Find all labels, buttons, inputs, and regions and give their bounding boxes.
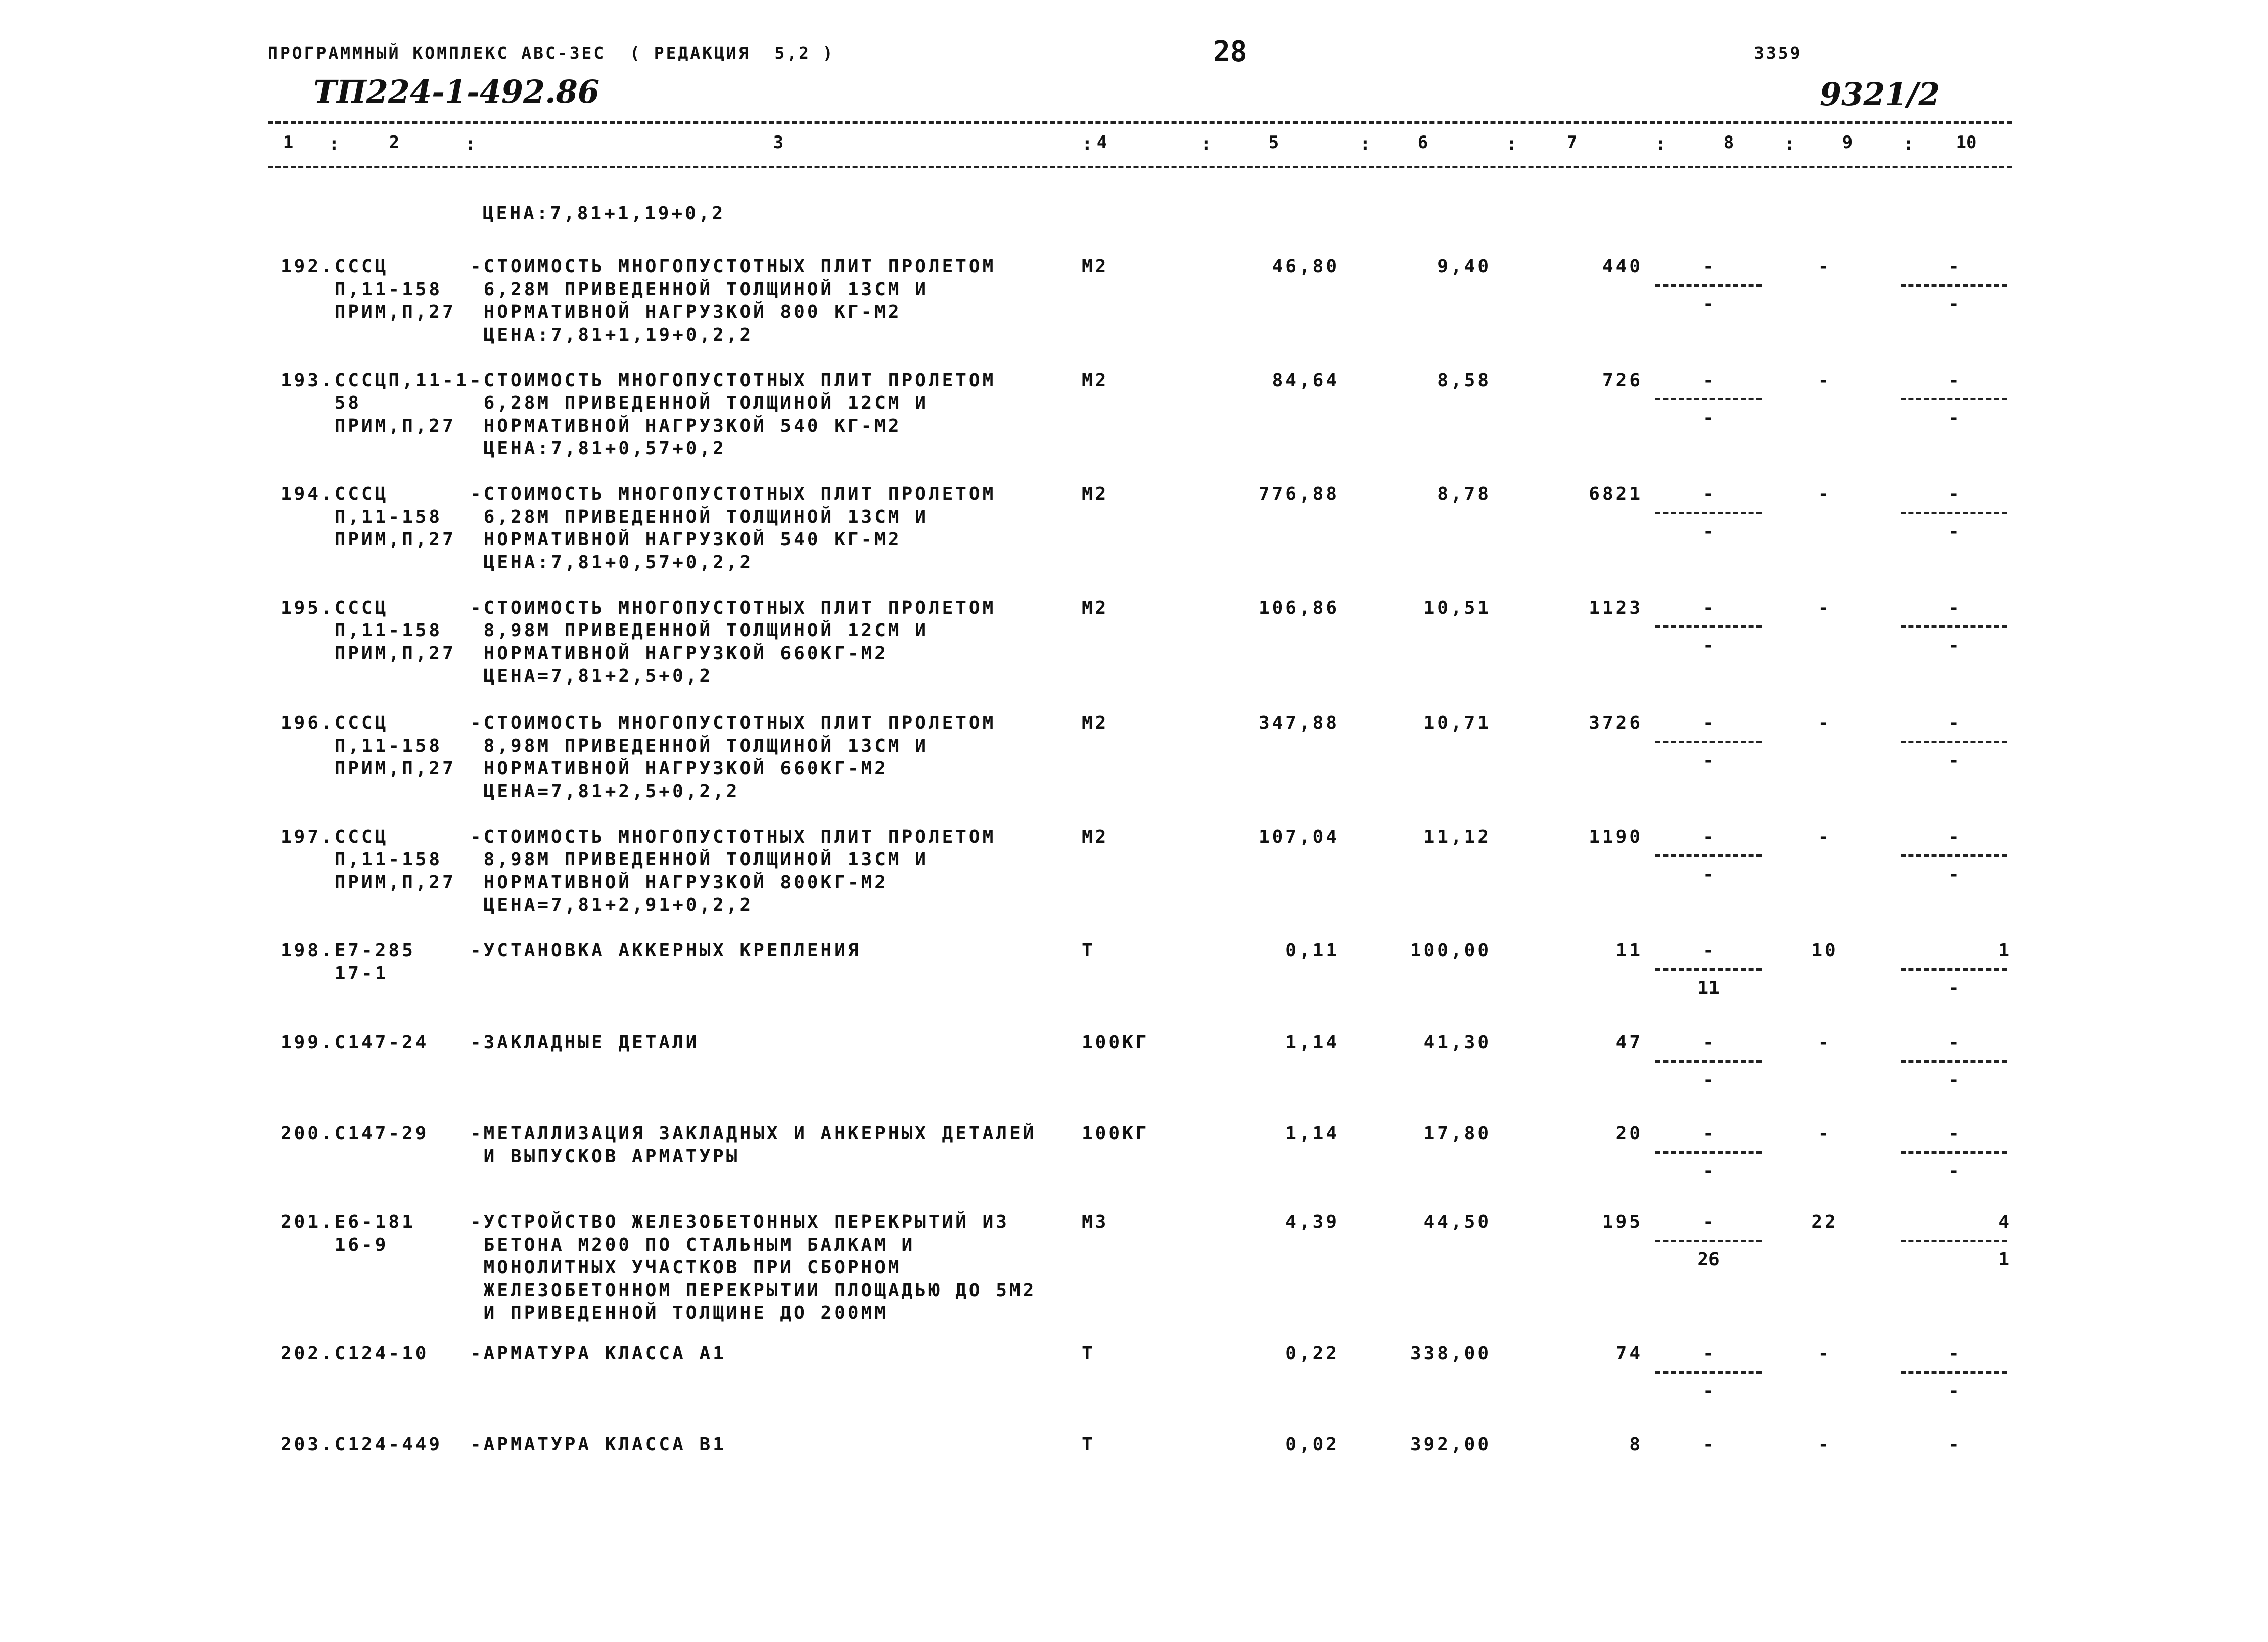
fraction-line <box>1655 968 1762 971</box>
row-total: 3726 <box>1589 713 1643 734</box>
column-10-bottom: 1 <box>1998 1249 2009 1270</box>
fraction-line <box>1901 1060 2007 1063</box>
price-line-top: ЦЕНА:7,81+1,19+0,2 <box>483 203 726 224</box>
fraction-line <box>1655 512 1762 514</box>
row-code: 194.СССЦ П,11-158 ПРИМ,П,27 <box>281 484 456 550</box>
column-number-4: 4 <box>1096 132 1107 153</box>
column-separator: : <box>1903 133 1917 154</box>
fraction-line <box>1655 1371 1762 1374</box>
fraction-line <box>1901 1371 2007 1374</box>
column-10-bottom: - <box>1948 864 1959 885</box>
column-number-9: 9 <box>1842 132 1853 153</box>
row-unit: 100КГ <box>1082 1032 1149 1053</box>
column-separator: : <box>1360 133 1373 154</box>
row-code: 203.С124-449 <box>281 1434 443 1455</box>
column-10-fraction <box>1898 1031 2009 1091</box>
row-description: -СТОИМОСТЬ МНОГОПУСТОТНЫХ ПЛИТ ПРОЛЕТОМ 6,28М ПРИВЕДЕННОЙ ТОЛЩИНОЙ 13СМ И НОРМАТИВНОЙ НАГРУЗКОЙ 540 КГ-М2 ЦЕНА:7,81+0,57+0,2,2 <box>470 484 996 573</box>
column-10-bottom: - <box>1948 294 1959 314</box>
document-suffix: 9321/2 <box>1820 76 1940 113</box>
column-10-top: - <box>1948 1434 1959 1455</box>
column-8-top: - <box>1703 598 1714 618</box>
column-9-value: - <box>1818 598 1832 618</box>
row-quantity: 347,88 <box>1258 713 1339 734</box>
row-quantity: 0,11 <box>1285 940 1339 961</box>
sheet-code: 3359 <box>1754 43 1802 63</box>
column-8-top: - <box>1703 1123 1714 1144</box>
row-unit-price: 11,12 <box>1423 827 1491 847</box>
row-total: 195 <box>1602 1212 1643 1233</box>
column-9-value: - <box>1818 1032 1832 1053</box>
fraction-line <box>1655 854 1762 857</box>
column-10-fraction <box>1898 1342 2009 1402</box>
row-description: -МЕТАЛЛИЗАЦИЯ ЗАКЛАДНЫХ И АНКЕРНЫХ ДЕТАЛЕЙ И ВЫПУСКОВ АРМАТУРЫ <box>470 1123 1037 1167</box>
header-bottom-rule <box>268 166 2012 168</box>
row-total: 20 <box>1615 1123 1643 1144</box>
fraction-line <box>1901 1240 2007 1242</box>
column-8-bottom: - <box>1703 1381 1714 1401</box>
column-10-bottom: - <box>1948 750 1959 771</box>
column-8-fraction <box>1653 1342 1764 1402</box>
row-description: -АРМАТУРА КЛАССА В1 <box>470 1434 726 1455</box>
column-10-bottom: - <box>1948 521 1959 542</box>
column-10-fraction <box>1898 712 2009 772</box>
row-unit-price: 338,00 <box>1410 1343 1491 1364</box>
column-10-fraction <box>1898 826 2009 886</box>
row-quantity: 106,86 <box>1258 598 1339 618</box>
column-8-bottom: - <box>1703 635 1714 656</box>
fraction-line <box>1655 284 1762 287</box>
column-8-fraction <box>1653 1031 1764 1091</box>
column-8-fraction <box>1653 597 1764 657</box>
row-total: 74 <box>1615 1343 1643 1364</box>
column-10-bottom: - <box>1948 635 1959 656</box>
column-10-bottom: - <box>1948 1381 1959 1401</box>
column-8-fraction <box>1653 939 1764 999</box>
row-unit-price: 392,00 <box>1410 1434 1491 1455</box>
row-total: 1190 <box>1589 827 1643 847</box>
fraction-line <box>1655 1151 1762 1154</box>
column-separator: : <box>329 133 342 154</box>
fraction-line <box>1901 284 2007 287</box>
row-code: 198.Е7-285 17-1 <box>281 940 415 984</box>
column-number-2: 2 <box>389 132 400 153</box>
row-total: 8 <box>1629 1434 1643 1455</box>
row-unit: Т <box>1082 1343 1095 1364</box>
column-separator: : <box>1655 133 1669 154</box>
row-unit: Т <box>1082 940 1095 961</box>
column-10-top: - <box>1948 827 1959 847</box>
fraction-line <box>1655 741 1762 743</box>
column-8-bottom: 11 <box>1697 978 1720 998</box>
row-unit-price: 9,40 <box>1437 256 1491 277</box>
fraction-line <box>1655 625 1762 628</box>
column-number-8: 8 <box>1723 132 1734 153</box>
row-quantity: 107,04 <box>1258 827 1339 847</box>
column-10-fraction <box>1898 597 2009 657</box>
row-quantity: 84,64 <box>1272 370 1339 391</box>
column-number-1: 1 <box>283 132 294 153</box>
row-unit: М2 <box>1082 484 1109 505</box>
column-8-fraction <box>1653 826 1764 886</box>
row-unit-price: 10,51 <box>1423 598 1491 618</box>
row-code: 193.СССЦП,11-1- 58 ПРИМ,П,27 <box>281 370 483 436</box>
column-10-top: - <box>1948 256 1959 277</box>
column-9-value: - <box>1818 370 1832 391</box>
column-separator: : <box>1200 133 1214 154</box>
column-number-3: 3 <box>773 132 784 153</box>
row-unit-price: 100,00 <box>1410 940 1491 961</box>
column-number-6: 6 <box>1417 132 1428 153</box>
column-10-fraction <box>1898 939 2009 999</box>
row-unit: М2 <box>1082 598 1109 618</box>
column-9-value: 10 <box>1811 940 1838 961</box>
row-unit: М2 <box>1082 370 1109 391</box>
column-9-value: - <box>1818 484 1832 505</box>
row-quantity: 1,14 <box>1285 1032 1339 1053</box>
row-code: 192.СССЦ П,11-158 ПРИМ,П,27 <box>281 256 456 323</box>
column-8-bottom: - <box>1703 864 1714 885</box>
column-10-fraction <box>1898 255 2009 315</box>
column-8-bottom: 26 <box>1697 1249 1720 1270</box>
column-10-fraction <box>1898 1433 2009 1456</box>
row-code: 202.С124-10 <box>281 1343 429 1364</box>
row-description: -АРМАТУРА КЛАССА А1 <box>470 1343 726 1364</box>
row-unit-price: 44,50 <box>1423 1212 1491 1233</box>
row-unit-price: 17,80 <box>1423 1123 1491 1144</box>
fraction-line <box>1901 854 2007 857</box>
row-unit-price: 10,71 <box>1423 713 1491 734</box>
column-8-fraction <box>1653 255 1764 315</box>
row-quantity: 1,14 <box>1285 1123 1339 1144</box>
fraction-line <box>1901 741 2007 743</box>
row-unit: М2 <box>1082 827 1109 847</box>
row-code: 196.СССЦ П,11-158 ПРИМ,П,27 <box>281 713 456 779</box>
column-number-7: 7 <box>1566 132 1578 153</box>
row-total: 47 <box>1615 1032 1643 1053</box>
column-8-top: - <box>1703 827 1714 847</box>
fraction-line <box>1655 1240 1762 1242</box>
column-10-top: 1 <box>1998 940 2009 961</box>
column-10-fraction <box>1898 1122 2009 1182</box>
column-8-bottom: - <box>1703 521 1714 542</box>
column-10-top: - <box>1948 713 1959 734</box>
column-10-bottom: - <box>1948 978 1959 998</box>
column-10-top: - <box>1948 370 1959 391</box>
column-10-bottom: - <box>1948 407 1959 428</box>
column-separator: : <box>465 133 479 154</box>
row-unit-price: 8,58 <box>1437 370 1491 391</box>
row-quantity: 46,80 <box>1272 256 1339 277</box>
row-unit-price: 8,78 <box>1437 484 1491 505</box>
row-code: 199.С147-24 <box>281 1032 429 1053</box>
row-description: -УСТРОЙСТВО ЖЕЛЕЗОБЕТОННЫХ ПЕРЕКРЫТИЙ ИЗ БЕТОНА М200 ПО СТАЛЬНЫМ БАЛКАМ И МОНОЛИТНЫХ УЧАСТКОВ ПРИ СБОРНОМ ЖЕЛЕЗОБЕТОННОМ ПЕРЕКРЫТИИ ПЛОЩАДЬЮ ДО 5М2 И ПРИВЕДЕННОЙ ТОЛЩИНЕ ДО 200ММ <box>470 1212 1037 1324</box>
column-9-value: - <box>1818 1123 1832 1144</box>
column-10-top: - <box>1948 484 1959 505</box>
column-separator: : <box>1784 133 1798 154</box>
row-description: -ЗАКЛАДНЫЕ ДЕТАЛИ <box>470 1032 700 1053</box>
row-quantity: 4,39 <box>1285 1212 1339 1233</box>
column-9-value: - <box>1818 827 1832 847</box>
row-description: -СТОИМОСТЬ МНОГОПУСТОТНЫХ ПЛИТ ПРОЛЕТОМ 8,98М ПРИВЕДЕННОЙ ТОЛЩИНОЙ 13СМ И НОРМАТИВНОЙ НАГРУЗКОЙ 660КГ-М2 ЦЕНА=7,81+2,5+0,2,2 <box>470 713 996 802</box>
column-separator: : <box>1506 133 1520 154</box>
row-code: 200.С147-29 <box>281 1123 429 1144</box>
column-8-fraction <box>1653 1211 1764 1271</box>
row-total: 440 <box>1602 256 1643 277</box>
column-10-top: - <box>1948 598 1959 618</box>
row-description: -СТОИМОСТЬ МНОГОПУСТОТНЫХ ПЛИТ ПРОЛЕТОМ 6,28М ПРИВЕДЕННОЙ ТОЛЩИНОЙ 12СМ И НОРМАТИВНОЙ НАГРУЗКОЙ 540 КГ-М2 ЦЕНА:7,81+0,57+0,2 <box>470 370 996 459</box>
column-9-value: - <box>1818 256 1832 277</box>
column-10-top: - <box>1948 1123 1959 1144</box>
column-8-top: - <box>1703 940 1714 961</box>
column-9-value: - <box>1818 1434 1832 1455</box>
column-8-top: - <box>1703 1032 1714 1053</box>
row-description: -СТОИМОСТЬ МНОГОПУСТОТНЫХ ПЛИТ ПРОЛЕТОМ 8,98М ПРИВЕДЕННОЙ ТОЛЩИНОЙ 12СМ И НОРМАТИВНОЙ НАГРУЗКОЙ 660КГ-М2 ЦЕНА=7,81+2,5+0,2 <box>470 598 996 687</box>
row-quantity: 0,02 <box>1285 1434 1339 1455</box>
column-10-bottom: - <box>1948 1161 1959 1181</box>
column-8-fraction <box>1653 483 1764 543</box>
row-description: -УСТАНОВКА АККЕРНЫХ КРЕПЛЕНИЯ <box>470 940 861 961</box>
column-8-fraction <box>1653 1433 1764 1456</box>
column-9-value: 22 <box>1811 1212 1838 1233</box>
column-8-bottom: - <box>1703 407 1714 428</box>
column-8-top: - <box>1703 1343 1714 1364</box>
column-8-bottom: - <box>1703 1070 1714 1090</box>
column-8-top: - <box>1703 713 1714 734</box>
fraction-line <box>1901 968 2007 971</box>
column-8-bottom: - <box>1703 750 1714 771</box>
column-10-top: - <box>1948 1032 1959 1053</box>
fraction-line <box>1901 625 2007 628</box>
document-code: ТП224-1-492.86 <box>313 73 600 110</box>
fraction-line <box>1655 1060 1762 1063</box>
column-10-top: - <box>1948 1343 1959 1364</box>
column-9-value: - <box>1818 1343 1832 1364</box>
column-9-value: - <box>1818 713 1832 734</box>
row-unit: М2 <box>1082 256 1109 277</box>
fraction-line <box>1901 1151 2007 1154</box>
column-8-top: - <box>1703 256 1714 277</box>
row-total: 1123 <box>1589 598 1643 618</box>
row-unit: 100КГ <box>1082 1123 1149 1144</box>
row-unit: М3 <box>1082 1212 1109 1233</box>
row-total: 11 <box>1615 940 1643 961</box>
column-10-top: 4 <box>1998 1212 2009 1233</box>
row-total: 6821 <box>1589 484 1643 505</box>
row-code: 195.СССЦ П,11-158 ПРИМ,П,27 <box>281 598 456 664</box>
top-rule <box>268 121 2012 124</box>
fraction-line <box>1655 398 1762 400</box>
column-separator: : <box>1082 133 1095 154</box>
column-8-top: - <box>1703 1212 1714 1233</box>
row-unit: М2 <box>1082 713 1109 734</box>
column-8-fraction <box>1653 1122 1764 1182</box>
row-code: 197.СССЦ П,11-158 ПРИМ,П,27 <box>281 827 456 893</box>
column-10-fraction <box>1898 1211 2009 1271</box>
column-8-fraction <box>1653 369 1764 429</box>
fraction-line <box>1901 398 2007 400</box>
column-8-top: - <box>1703 1434 1714 1455</box>
row-code: 201.Е6-181 16-9 <box>281 1212 415 1255</box>
row-quantity: 0,22 <box>1285 1343 1339 1364</box>
column-number-10: 10 <box>1956 132 1977 153</box>
row-description: -СТОИМОСТЬ МНОГОПУСТОТНЫХ ПЛИТ ПРОЛЕТОМ 6,28М ПРИВЕДЕННОЙ ТОЛЩИНОЙ 13СМ И НОРМАТИВНОЙ НАГРУЗКОЙ 800 КГ-М2 ЦЕНА:7,81+1,19+0,2,2 <box>470 256 996 345</box>
column-10-fraction <box>1898 369 2009 429</box>
column-8-top: - <box>1703 484 1714 505</box>
fraction-line <box>1901 512 2007 514</box>
row-unit-price: 41,30 <box>1423 1032 1491 1053</box>
column-8-fraction <box>1653 712 1764 772</box>
row-unit: Т <box>1082 1434 1095 1455</box>
column-8-bottom: - <box>1703 294 1714 314</box>
page-number: 28 <box>1213 35 1247 68</box>
column-10-fraction <box>1898 483 2009 543</box>
column-8-bottom: - <box>1703 1161 1714 1181</box>
row-quantity: 776,88 <box>1258 484 1339 505</box>
column-number-5: 5 <box>1268 132 1279 153</box>
program-header: ПРОГРАММНЫЙ КОМПЛЕКС АВС-ЗЕС ( РЕДАКЦИЯ 5,2 ) <box>268 43 835 63</box>
column-10-bottom: - <box>1948 1070 1959 1090</box>
column-8-top: - <box>1703 370 1714 391</box>
row-description: -СТОИМОСТЬ МНОГОПУСТОТНЫХ ПЛИТ ПРОЛЕТОМ 8,98М ПРИВЕДЕННОЙ ТОЛЩИНОЙ 13СМ И НОРМАТИВНОЙ НАГРУЗКОЙ 800КГ-М2 ЦЕНА=7,81+2,91+0,2,2 <box>470 827 996 916</box>
row-total: 726 <box>1602 370 1643 391</box>
